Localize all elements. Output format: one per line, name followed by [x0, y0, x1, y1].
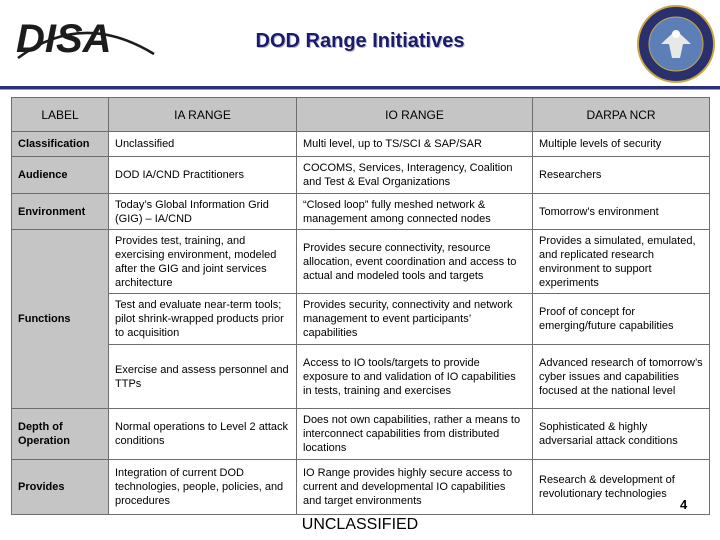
table-cell: COCOMS, Services, Interagency, Coalition and Test & Eval Organizations: [297, 157, 533, 194]
header-rule-shadow: [0, 89, 720, 90]
classification-footer: UNCLASSIFIED: [301, 516, 419, 533]
range-comparison-table: [11, 97, 710, 515]
table-cell: Does not own capabilities, rather a means to interconnect capabilities from distributed locations: [297, 409, 533, 460]
table-cell: Unclassified: [109, 132, 297, 157]
table-row: [12, 157, 710, 194]
table-cell: Test and evaluate near-term tools; pilot shrink-wrapped products prior to acquisition: [109, 294, 297, 345]
table-cell: Integration of current DOD technologies, people, policies, and procedures: [109, 460, 297, 515]
table-cell: Multiple levels of security: [533, 132, 710, 157]
table-cell: Provides secure connectivity, resource allocation, event coordination and access to actual and modeled tools and targets: [297, 230, 533, 294]
table-cell: Multi level, up to TS/SCI & SAP/SAR: [297, 132, 533, 157]
table-cell: Access to IO tools/targets to provide exposure to and validation of IO capabilities in tests, training and exercises: [297, 345, 533, 409]
table-cell: Exercise and assess personnel and TTPs: [109, 345, 297, 409]
table-cell: Normal operations to Level 2 attack conditions: [109, 409, 297, 460]
table-cell: “Closed loop” fully meshed network & management among connected nodes: [297, 194, 533, 230]
table-row: [12, 409, 710, 460]
row-label-depth-of-operation: Depth of Operation: [12, 409, 109, 460]
table-cell: Sophisticated & highly adversarial attack conditions: [533, 409, 710, 460]
table-cell: Provides test, training, and exercising environment, modeled after the GIG and joint services architecture: [109, 230, 297, 294]
column-header-label: LABEL: [12, 98, 109, 132]
table-cell: Researchers: [533, 157, 710, 194]
table-row: [12, 194, 710, 230]
svg-text:DISA: DISA: [16, 17, 112, 61]
table-cell: Provides security, connectivity and network management to event participants’ capabilities: [297, 294, 533, 345]
disa-logo: [12, 8, 162, 68]
table-cell: IO Range provides highly secure access to current and developmental IO capabilities and target environments: [297, 460, 533, 515]
column-header-ia-range: IA RANGE: [109, 98, 297, 132]
column-header-darpa-ncr: DARPA NCR: [533, 98, 710, 132]
row-label-provides: Provides: [12, 460, 109, 515]
table-row: [12, 345, 710, 409]
row-label-audience: Audience: [12, 157, 109, 194]
table-row: [12, 132, 710, 157]
column-header-io-range: IO RANGE: [297, 98, 533, 132]
row-label-functions: Functions: [12, 230, 109, 409]
table-cell: DOD IA/CND Practitioners: [109, 157, 297, 194]
table-cell: Research & development of revolutionary technologies: [533, 460, 710, 515]
page-title: DOD Range Initiatives: [255, 30, 465, 52]
table-row: [12, 294, 710, 345]
table-row: [12, 460, 710, 515]
table-cell: Tomorrow’s environment: [533, 194, 710, 230]
table-cell: Advanced research of tomorrow’s cyber issues and capabilities focused at the national level: [533, 345, 710, 409]
table-cell: Today’s Global Information Grid (GIG) – IA/CND: [109, 194, 297, 230]
table-cell: Proof of concept for emerging/future capabilities: [533, 294, 710, 345]
agency-seal-icon: [636, 4, 716, 84]
table-cell: Provides a simulated, emulated, and replicated research environment to support experiments: [533, 230, 710, 294]
header-row: [12, 98, 710, 132]
row-label-classification: Classification: [12, 132, 109, 157]
row-label-environment: Environment: [12, 194, 109, 230]
table-row: [12, 230, 710, 294]
page-number: 4: [680, 497, 688, 512]
